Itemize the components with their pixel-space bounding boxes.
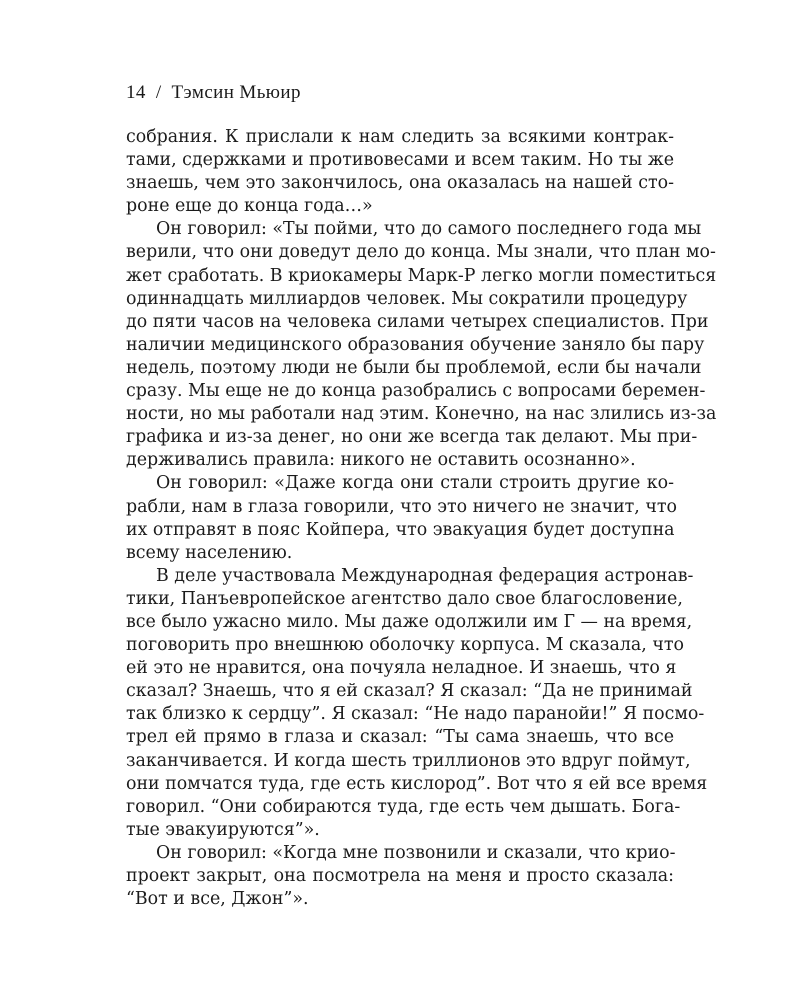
- body-text: [126, 126, 717, 911]
- text-line: графика и из-за денег, но они же всегда так делают. Мы при-: [126, 427, 698, 448]
- text-line: роне еще до конца года…»: [126, 196, 373, 217]
- text-line: так близко к сердцу”. Я сказал: “Не надо паранойи!” Я посмо-: [126, 704, 705, 725]
- text-line: наличии медицинского образования обучение заняло бы пару: [126, 334, 705, 355]
- text-line: тики, Панъевропейское агентство дало свое благословение,: [126, 588, 683, 609]
- text-line: В деле участвовала Международная федерация астронав-: [156, 565, 694, 586]
- text-line: недель, поэтому люди не были бы проблемой, если бы начали: [126, 357, 702, 378]
- text-line: одиннадцать миллиардов человек. Мы сократили процедуру: [126, 288, 688, 309]
- text-line: все было ужасно мило. Мы даже одолжили им Г — на время,: [126, 611, 693, 632]
- text-line: говорил. “Они собираются туда, где есть чем дышать. Бога-: [126, 796, 681, 817]
- text-line: сказал? Знаешь, что я ей сказал? Я сказал: “Да не принимай: [126, 681, 693, 702]
- text-line: они помчатся туда, где есть кислород”. Вот что я ей все время: [126, 773, 708, 794]
- text-line: проект закрыт, она посмотрела на меня и просто сказала:: [126, 866, 674, 886]
- text-line: собрания. К прислали к нам следить за всякими контрак-: [126, 127, 674, 147]
- text-line: трел ей прямо в глаза и сказал: “Ты сама знаешь, что все: [126, 727, 674, 748]
- text-line: Он говорил: «Когда мне позвонили и сказали, что крио-: [156, 842, 676, 863]
- running-header: [126, 82, 301, 104]
- text-line: рабли, нам в глаза говорили, что это ничего не значит, что: [126, 496, 677, 517]
- text-line: верили, что они доведут дело до конца. Мы знали, что план мо-: [126, 242, 716, 263]
- text-line: держивались правила: никого не оставить осознанно».: [126, 450, 636, 471]
- page-number: 14: [126, 82, 146, 103]
- text-line: их отправят в пояс Койпера, что эвакуация будет доступна: [126, 519, 675, 540]
- text-line: Он говорил: «Ты пойми, что до самого последнего года мы: [156, 219, 702, 240]
- text-line: тые эвакуируются”».: [126, 819, 320, 840]
- text-line: заканчивается. И когда шесть триллионов это вдруг поймут,: [126, 750, 691, 771]
- text-line: знаешь, чем это закончилось, она оказалась на нашей сто-: [126, 173, 674, 194]
- text-line: тами, сдержками и противовесами и всем таким. Но ты же: [126, 150, 675, 171]
- text-line: Он говорил: «Даже когда они стали строить другие ко-: [156, 473, 674, 494]
- text-line: “Вот и все, Джон”».: [126, 889, 309, 910]
- text-line: жет сработать. В криокамеры Марк-Р легко могли поместиться: [126, 265, 717, 286]
- header-separator: /: [155, 82, 162, 103]
- text-line: до пяти часов на человека силами четырех специалистов. При: [126, 311, 709, 332]
- text-line: поговорить про внешнюю оболочку корпуса. М сказала, что: [126, 635, 684, 656]
- text-line: ности, но мы работали над этим. Конечно, на нас злились из-за: [126, 404, 717, 425]
- text-line: сразу. Мы еще не до конца разобрались с вопросами беремен-: [126, 381, 706, 402]
- author-name: Тэмсин Мьюир: [171, 82, 301, 103]
- text-line: ей это не нравится, она почуяла неладное. И знаешь, что я: [126, 658, 677, 679]
- text-line: всему населению.: [126, 542, 293, 563]
